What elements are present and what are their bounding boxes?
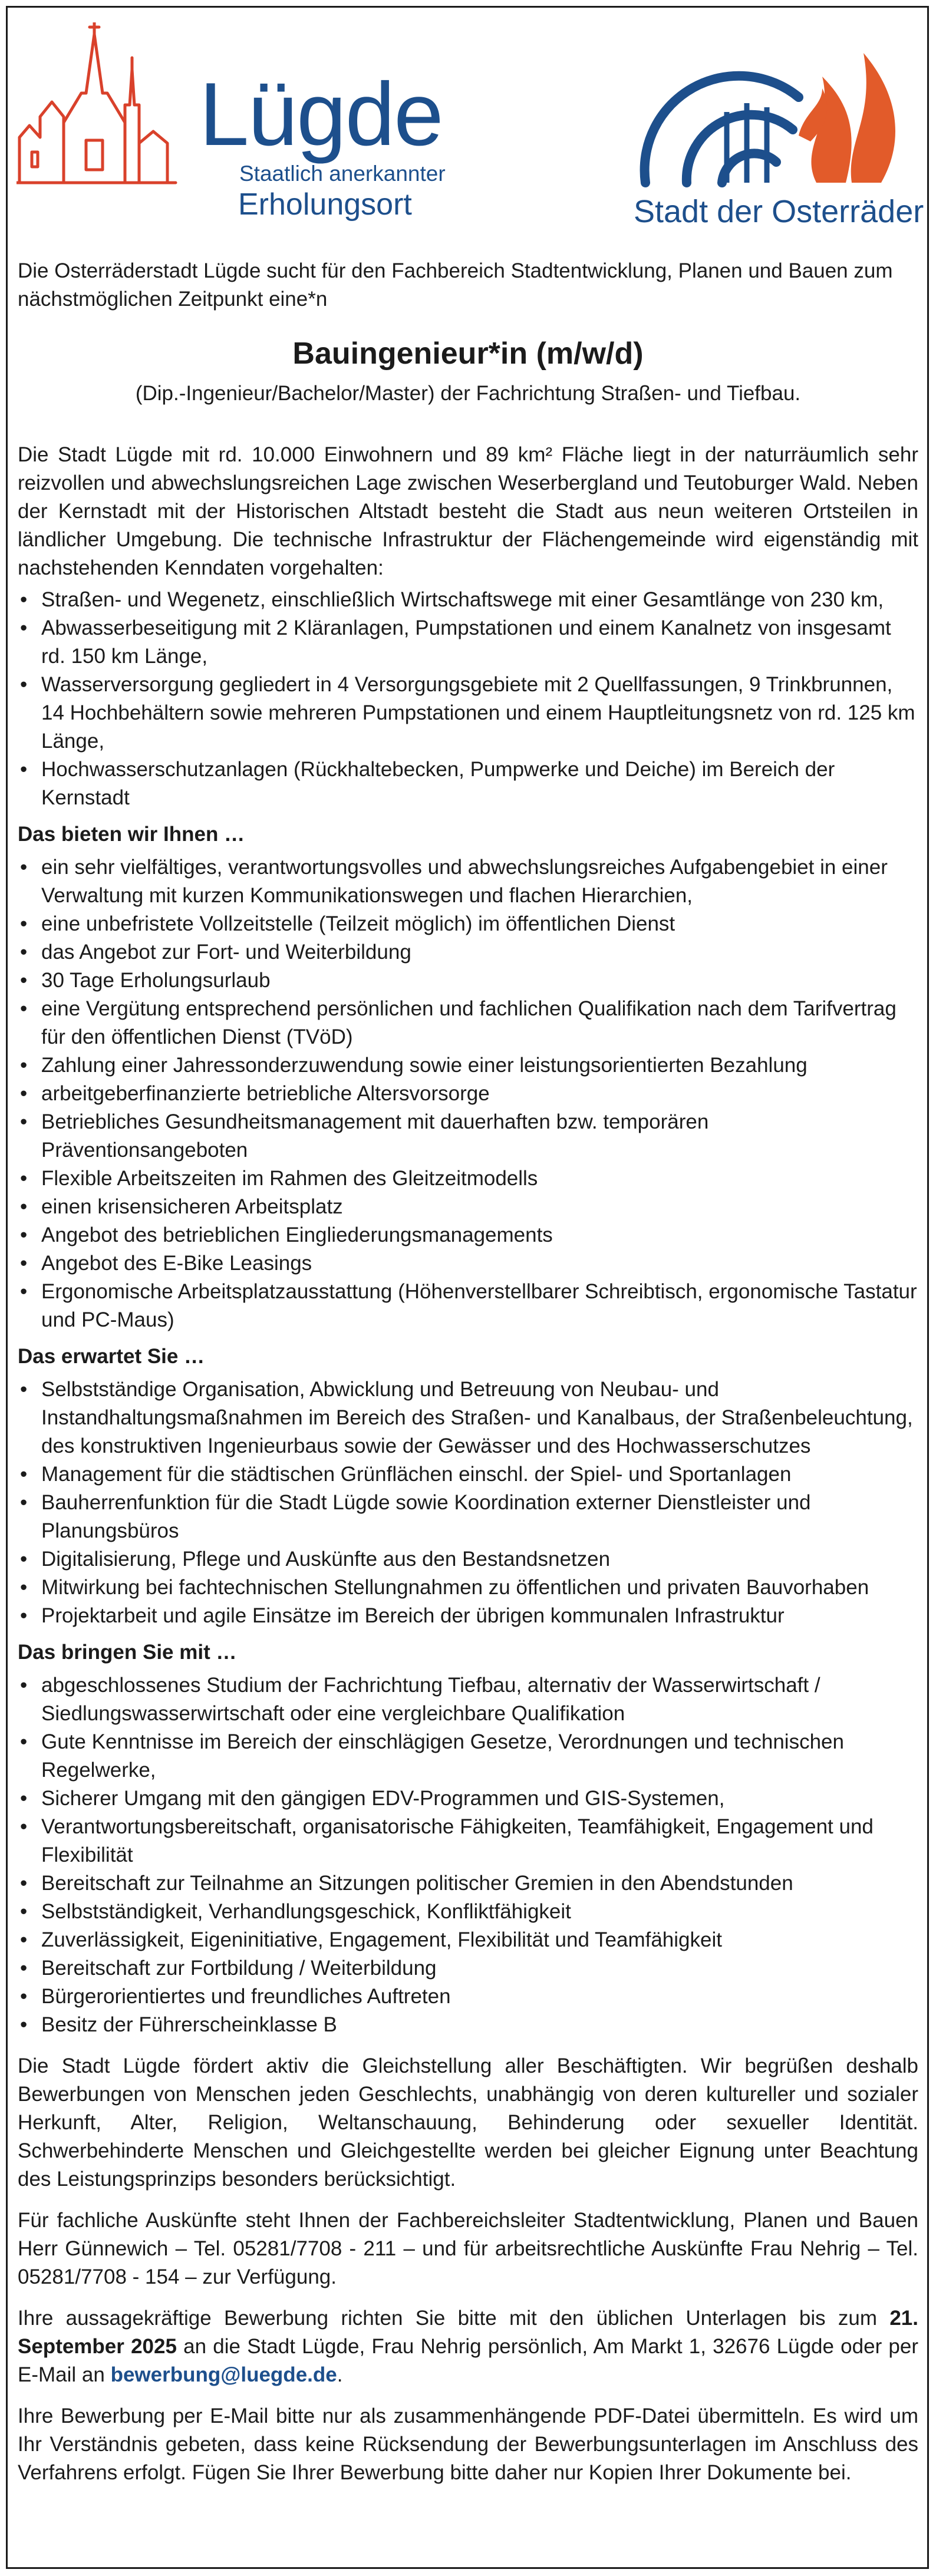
job-posting <box>18 257 918 2487</box>
contact-info: Für fachliche Auskünfte steht Ihnen der Fachbereichsleiter Stadtentwicklung, Planen und Bauen Herr Günnewich – Tel. 05281/7708 - 211 – und für arbeitsrechtliche Auskünfte Frau Nehrig – Tel. 05281/7708 - 154 – zur Verfügung. <box>18 2209 918 2288</box>
list-item: • Besitz der Führerscheinklasse B <box>18 2011 918 2039</box>
osterraeder-wordmark: Stadt der Osterräder <box>634 194 924 229</box>
luegde-logo <box>17 22 476 235</box>
application-deadline: 21. September 2025 <box>18 2307 918 2358</box>
list-item: • eine Vergütung entsprechend persönlichen und fachlichen Qualifikation nach dem Tarifvertrag für den öffentlichen Dienst (TVöD) <box>18 995 918 1051</box>
list-item: • ein sehr vielfältiges, verantwortungsvolles und abwechslungsreiches Aufgabengebiet in einer Verwaltung mit kurzen Kommunikationswegen und flachen Hierarchien, <box>18 853 918 910</box>
list-item: • abgeschlossenes Studium der Fachrichtung Tiefbau, alternativ der Wasserwirtschaft / Siedlungswasserwirtschaft oder eine vergleichbare Qualifikation <box>18 1671 918 1728</box>
list-item: • Selbstständigkeit, Verhandlungsgeschick, Konfliktfähigkeit <box>18 1898 918 1926</box>
application-text-3: . <box>337 2363 343 2386</box>
application-text-1: Ihre aussagekräftige Bewerbung richten Sie bitte mit den üblichen Unterlagen bis zum <box>18 2307 878 2330</box>
bring-list <box>18 1671 918 2039</box>
list-item: • Bereitschaft zur Teilnahme an Sitzungen politischer Gremien in den Abendstunden <box>18 1869 918 1898</box>
offer-list <box>18 853 918 1334</box>
list-item: • einen krisensicheren Arbeitsplatz <box>18 1193 918 1221</box>
city-description: Die Stadt Lügde mit rd. 10.000 Einwohnern und 89 km² Fläche liegt in der naturräumlich sehr reizvollen und abwechslungsreichen Lage zwischen Weserbergland und Teutoburger Wald. Neben der Kernstadt mit der Historischen Altstadt besteht die Stadt aus neun weiteren Ortsteilen in ländlicher Umgebung. Die technische Infrastruktur der Flächengemeinde wird eigenständig mit nachstehenden Kenndaten vorgehalten: <box>18 443 918 579</box>
list-item: • Management für die städtischen Grünflächen einschl. der Spiel- und Sportanlagen <box>18 1460 918 1489</box>
church-skyline-icon <box>17 22 211 187</box>
application-instructions <box>18 2304 918 2389</box>
list-item: • Angebot des betrieblichen Eingliederungsmanagements <box>18 1221 918 1249</box>
list-item: • Projektarbeit und agile Einsätze im Bereich der übrigen kommunalen Infrastruktur <box>18 1602 918 1630</box>
offer-heading: Das bieten wir Ihnen … <box>18 823 245 846</box>
job-subtitle: (Dip.-Ingenieur/Bachelor/Master) der Fachrichtung Straßen- und Tiefbau. <box>135 382 801 405</box>
luegde-subtitle-1: Staatlich anerkannter <box>239 161 446 186</box>
luegde-wordmark: Lügde <box>199 64 443 164</box>
list-item: • Bürgerorientiertes und freundliches Auftreten <box>18 1983 918 2011</box>
expect-heading: Das erwartet Sie … <box>18 1345 205 1368</box>
easter-wheel-flame-icon <box>622 41 911 189</box>
list-item: • Bauherrenfunktion für die Stadt Lügde sowie Koordination externer Dienstleister und Planungsbüros <box>18 1489 918 1545</box>
list-item: • Bereitschaft zur Fortbildung / Weiterbildung <box>18 1954 918 1983</box>
list-item: • Wasserversorgung gegliedert in 4 Versorgungsgebiete mit 2 Quellfassungen, 9 Trinkbrunnen, 14 Hochbehältern sowie mehreren Pumpstationen und einem Hauptleitungsnetz von rd. 125 km Länge, <box>18 671 918 756</box>
luegde-subtitle-2: Erholungsort <box>238 187 412 222</box>
header <box>0 0 936 236</box>
application-email-link[interactable]: bewerbung@luegde.de <box>110 2363 337 2386</box>
list-item: • eine unbefristete Vollzeitstelle (Teilzeit möglich) im öffentlichen Dienst <box>18 910 918 938</box>
job-title: Bauingenieur*in (m/w/d) <box>292 337 644 371</box>
list-item: • Zahlung einer Jahressonderzuwendung sowie einer leistungsorientierten Bezahlung <box>18 1051 918 1080</box>
list-item: • Abwasserbeseitigung mit 2 Kläranlagen, Pumpstationen und einem Kanalnetz von insgesamt rd. 150 km Länge, <box>18 614 918 671</box>
list-item: • Flexible Arbeitszeiten im Rahmen des Gleitzeitmodells <box>18 1165 918 1193</box>
list-item: • das Angebot zur Fort- und Weiterbildung <box>18 938 918 967</box>
intro-text: Die Osterräderstadt Lügde sucht für den Fachbereich Stadtentwicklung, Planen und Bauen zum nächstmöglichen Zeitpunkt eine*n <box>18 259 893 311</box>
list-item: • Gute Kenntnisse im Bereich der einschlägigen Gesetze, Verordnungen und technischen Regelwerke, <box>18 1728 918 1785</box>
list-item: • Straßen- und Wegenetz, einschließlich Wirtschaftswege mit einer Gesamtlänge von 230 km, <box>18 586 918 614</box>
list-item: • Selbstständige Organisation, Abwicklung und Betreuung von Neubau- und Instandhaltungsmaßnahmen im Bereich des Straßen- und Kanalbaus, der Straßenbeleuchtung, des konstruktiven Ingenieurbaus sowie der Gewässer und des Hochwasserschutzes <box>18 1376 918 1460</box>
list-item: • Angebot des E-Bike Leasings <box>18 1249 918 1278</box>
equality-statement: Die Stadt Lügde fördert aktiv die Gleichstellung aller Beschäftigten. Wir begrüßen deshalb Bewerbungen von Menschen jeden Geschlechts, unabhängig von deren kultureller und sozialer Herkunft, Alter, Religion, Weltanschauung, Behinderung oder sexueller Identität. Schwerbehinderte Menschen und Gleichgestellte werden bei gleicher Eignung unter Beachtung des Leistungsprinzips besonders berücksichtigt. <box>18 2054 918 2191</box>
bring-heading: Das bringen Sie mit … <box>18 1641 237 1664</box>
list-item: • Digitalisierung, Pflege und Auskünfte aus den Bestandsnetzen <box>18 1545 918 1574</box>
infrastructure-list <box>18 586 918 812</box>
list-item: • arbeitgeberfinanzierte betriebliche Altersvorsorge <box>18 1080 918 1108</box>
submission-note: Ihre Bewerbung per E-Mail bitte nur als zusammenhängende PDF-Datei übermitteln. Es wird um Ihr Verständnis gebeten, dass keine Rücksendung der Bewerbungsunterlagen im Anschluss des Verfahrens erfolgt. Fügen Sie Ihrer Bewerbung bitte daher nur Kopien Ihrer Dokumente bei. <box>18 2405 918 2484</box>
list-item: • Ergonomische Arbeitsplatzausstattung (Höhenverstellbarer Schreibtisch, ergonomische Tastatur und PC-Maus) <box>18 1278 918 1334</box>
application-text-2: an die Stadt Lügde, Frau Nehrig persönlich, Am Markt 1, 32676 Lügde oder per E-Mail an <box>18 2335 919 2386</box>
list-item: • Zuverlässigkeit, Eigeninitiative, Engagement, Flexibilität und Teamfähigkeit <box>18 1926 918 1954</box>
list-item: • Verantwortungsbereitschaft, organisatorische Fähigkeiten, Teamfähigkeit, Engagement und Flexibilität <box>18 1813 918 1869</box>
list-item: • Betriebliches Gesundheitsmanagement mit dauerhaften bzw. temporären Präventionsangeboten <box>18 1108 918 1165</box>
list-item: • 30 Tage Erholungsurlaub <box>18 967 918 995</box>
list-item: • Mitwirkung bei fachtechnischen Stellungnahmen zu öffentlichen und privaten Bauvorhaben <box>18 1574 918 1602</box>
osterraeder-logo <box>622 41 924 230</box>
list-item: • Hochwasserschutzanlagen (Rückhaltebecken, Pumpwerke und Deiche) im Bereich der Kernstadt <box>18 756 918 812</box>
list-item: • Sicherer Umgang mit den gängigen EDV-Programmen und GIS-Systemen, <box>18 1785 918 1813</box>
expect-list <box>18 1376 918 1630</box>
